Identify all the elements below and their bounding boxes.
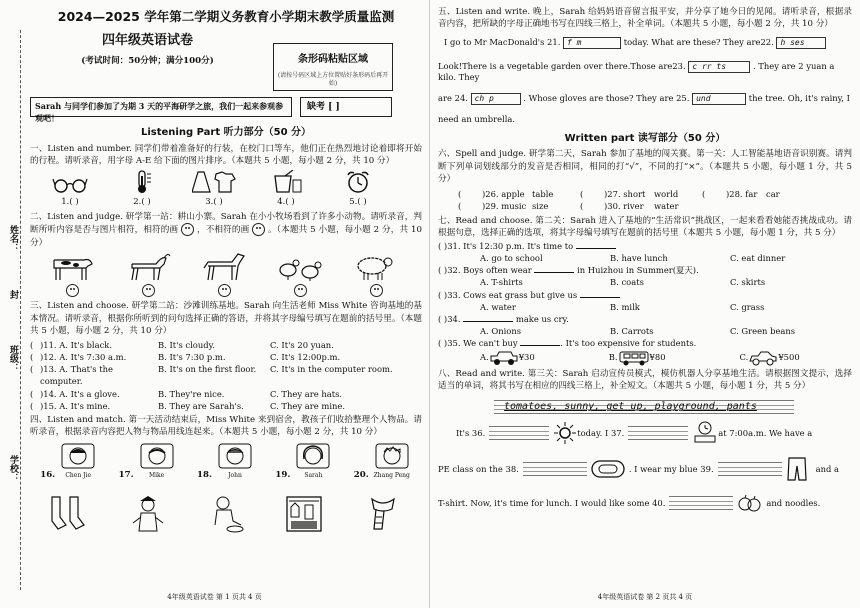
passage-text: the tree. Oh, it's rainy, I bbox=[748, 93, 850, 104]
passage-line-3 bbox=[438, 93, 852, 105]
bracket: ( bbox=[458, 188, 462, 199]
section-3-options bbox=[30, 339, 422, 412]
smile-face-icon bbox=[181, 223, 194, 236]
section-2-title-c: 。（本题共 5 小题，每小题 2 分，共 10 分） bbox=[30, 225, 422, 248]
section-4-title: 四、Listen and match. 第一天活动结束后，Miss White 来到宿舍，教孩子们收拾整理个人物品。请听录音，根据录音内容把人物与物品用线连起来。（本题共 5 小题，每小题 2 分，共 10 分） bbox=[30, 414, 422, 438]
options-35 bbox=[438, 350, 852, 366]
answer-25[interactable]: und bbox=[692, 93, 746, 105]
options-32 bbox=[438, 276, 852, 288]
binding-dashed-line bbox=[20, 30, 21, 590]
option-b: B. They are Sarah's. bbox=[158, 400, 244, 411]
spell-word[interactable]: )29. music bbox=[482, 200, 527, 211]
question-text: ( )34. bbox=[438, 313, 461, 324]
person-card bbox=[215, 443, 255, 481]
price-a: ¥30 bbox=[518, 352, 535, 363]
car-icon bbox=[748, 350, 778, 366]
section-2-pictures bbox=[34, 252, 422, 297]
question-row-15[interactable] bbox=[30, 400, 422, 412]
person-number: 16. bbox=[40, 469, 56, 480]
boy-face-icon bbox=[375, 443, 409, 469]
person-card bbox=[137, 443, 177, 481]
passage-text: . Whose gloves are those? They are 25. bbox=[523, 93, 690, 104]
bracket: ( bbox=[30, 351, 34, 362]
seal-label: 封 bbox=[8, 290, 19, 299]
person-card bbox=[293, 443, 333, 481]
answer-blank[interactable] bbox=[520, 345, 560, 346]
answer-22[interactable]: h ses bbox=[776, 37, 826, 49]
spell-word[interactable]: )30. river bbox=[604, 200, 644, 211]
passage-text: PE class on the 38. bbox=[438, 464, 519, 475]
option-a[interactable]: A. T-shirts bbox=[480, 277, 523, 288]
cow-icon bbox=[46, 252, 98, 282]
price-b: ¥80 bbox=[649, 352, 666, 363]
person-name: John bbox=[228, 472, 242, 480]
bracket: ( bbox=[458, 200, 462, 211]
animal-item-3 bbox=[186, 252, 262, 297]
person-card bbox=[372, 443, 412, 481]
option-a: )13. A. That's the computer. bbox=[40, 364, 113, 387]
blank-4[interactable]: 4.( ) bbox=[277, 197, 295, 208]
option-c: C. It's in the computer room. bbox=[270, 364, 393, 375]
binding-margin bbox=[0, 0, 26, 608]
person-name: Chen Jie bbox=[65, 472, 91, 480]
hens-icon bbox=[274, 252, 326, 282]
question-31[interactable] bbox=[438, 240, 852, 252]
option-c[interactable]: C. grass bbox=[730, 301, 765, 312]
blank-5[interactable]: 5.( ) bbox=[349, 197, 367, 208]
passage-text: at 7:00a.m. We have a bbox=[718, 428, 813, 439]
option-c: C. It's 12:00p.m. bbox=[270, 351, 341, 362]
section-2-title bbox=[30, 211, 422, 249]
boy-with-hat-icon[interactable] bbox=[127, 495, 169, 533]
girl-face-icon bbox=[296, 443, 330, 469]
page-footer-left: 4年级英语试卷 第 1 页共 4 页 bbox=[167, 592, 262, 601]
option-c[interactable]: C. eat dinner bbox=[730, 253, 786, 264]
boy-face-icon bbox=[61, 443, 95, 469]
exam-sub-title: 四年级英语试卷 bbox=[101, 33, 193, 49]
barcode-note: (请按号码区域上方位置贴好条形码后再开始) bbox=[277, 71, 389, 88]
tomatoes-noodles-icon bbox=[737, 492, 763, 514]
option-a: )14. A. It's a glove. bbox=[40, 388, 120, 399]
passage-text: . They are 2 yuan a kilo. They bbox=[438, 60, 835, 82]
bus-icon bbox=[618, 350, 650, 366]
passage-text: and noodles. bbox=[766, 498, 821, 509]
question-32[interactable] bbox=[438, 264, 852, 276]
option-a[interactable]: A. water bbox=[480, 301, 516, 312]
playground-track-icon bbox=[591, 460, 625, 478]
section-1-pictures bbox=[34, 170, 422, 208]
option-c: C. They are mine. bbox=[270, 400, 346, 411]
option-c[interactable]: C. bbox=[739, 352, 749, 363]
options-33 bbox=[438, 301, 852, 313]
section-1-title: 一、Listen and number. 同学们带着准备好的行装，在校门口等车，他们正在热烈地讨论着即将开始的行程。请听录音，用字母 A-E 给下面的图片排序。（本题共 5 小题，每小题 2 分，共 10 分） bbox=[30, 143, 422, 166]
animal-item-5 bbox=[338, 252, 414, 297]
bracket: ( bbox=[30, 388, 34, 399]
written-part-title: Written part 读写部分（50 分） bbox=[564, 132, 726, 144]
option-a: )12. A. It's 7:30 a.m. bbox=[40, 351, 127, 362]
option-a[interactable]: A. bbox=[480, 352, 489, 363]
option-b[interactable]: B. milk bbox=[610, 301, 640, 312]
person-number: 19. bbox=[275, 469, 291, 480]
listening-part-title: Listening Part 听力部分（50 分） bbox=[140, 127, 312, 138]
passage-text: and a bbox=[815, 464, 840, 475]
section-4-items bbox=[30, 495, 422, 533]
picture-item-3 bbox=[178, 170, 250, 208]
school-label: 学校： bbox=[8, 455, 19, 482]
spell-word: table bbox=[532, 188, 554, 199]
socks-icon[interactable] bbox=[48, 495, 90, 533]
question-row-13[interactable] bbox=[30, 363, 422, 387]
option-a[interactable]: A. Onions bbox=[480, 326, 522, 337]
question-34[interactable] bbox=[438, 313, 852, 325]
boy-with-shoes-icon[interactable] bbox=[205, 495, 247, 533]
spell-word: world bbox=[654, 188, 679, 199]
passage-line-2 bbox=[438, 61, 852, 81]
animal-item-1 bbox=[34, 252, 110, 297]
horse-icon bbox=[198, 252, 250, 282]
person-18[interactable] bbox=[197, 443, 255, 481]
picture-item-4 bbox=[250, 170, 322, 208]
option-c[interactable]: C. skirts bbox=[730, 277, 766, 288]
name-label: 姓名： bbox=[8, 225, 19, 252]
section-2-title-b: ，不相符的画 bbox=[196, 225, 250, 236]
absent-box[interactable]: 缺考 [ ] bbox=[300, 97, 392, 117]
answer-blank[interactable] bbox=[580, 297, 620, 298]
picture-item-5 bbox=[322, 170, 394, 208]
question-text: in Huizhou in Summer(夏天). bbox=[577, 265, 699, 276]
question-text: ( )33. Cows eat grass but give us bbox=[438, 289, 578, 300]
option-c: C. They are hats. bbox=[270, 388, 343, 399]
question-text: ( )31. It's 12:30 p.m. It's time to bbox=[438, 240, 574, 251]
animal-item-2 bbox=[110, 252, 186, 297]
animal-item-4 bbox=[262, 252, 338, 297]
spell-word: size bbox=[532, 200, 549, 211]
answer-face-27[interactable] bbox=[142, 284, 155, 297]
section-2-title-a: 二、Listen and judge. 研学第一站：耕山小寨。Sarah 在小小牧场看到了许多小动物。请听录音，判断所听内容是否与图片相符，相符的画 bbox=[30, 211, 422, 236]
answer-37[interactable] bbox=[628, 426, 688, 440]
bracket: ( bbox=[580, 200, 584, 211]
sunglasses-icon bbox=[52, 174, 88, 194]
section-5-passage bbox=[438, 37, 852, 124]
thermometer-icon bbox=[127, 170, 157, 194]
blank-1[interactable]: 1.( ) bbox=[61, 197, 79, 208]
question-row-11[interactable] bbox=[30, 339, 422, 351]
person-name: Mike bbox=[148, 472, 165, 480]
class-label: 班级： bbox=[8, 345, 19, 372]
spell-word[interactable]: )27. short bbox=[604, 188, 646, 199]
person-card bbox=[58, 443, 98, 481]
question-row-14[interactable] bbox=[30, 388, 422, 400]
option-a: )11. A. It's black. bbox=[40, 339, 113, 350]
exam-main-title: 2024—2025 学年第二学期义务教育小学期末教学质量监测 bbox=[57, 9, 395, 24]
answer-face-30[interactable] bbox=[370, 284, 383, 297]
word-bank bbox=[494, 400, 794, 414]
answer-blank[interactable] bbox=[463, 321, 513, 322]
word-bank-words: tomatoes, sunny, get up, playground, pants bbox=[504, 401, 757, 413]
person-number: 17. bbox=[118, 469, 134, 480]
spell-word[interactable]: )26. apple bbox=[482, 188, 525, 199]
bracket: ( bbox=[30, 339, 34, 350]
price-c: ¥500 bbox=[778, 352, 800, 363]
option-b[interactable]: B. bbox=[608, 352, 618, 363]
dress-shirt-icon bbox=[192, 170, 236, 194]
person-16[interactable] bbox=[40, 443, 98, 481]
writing-line-2 bbox=[438, 456, 852, 482]
question-row-12[interactable] bbox=[30, 351, 422, 363]
picture-item-1 bbox=[34, 174, 106, 208]
boy-face-icon bbox=[140, 443, 174, 469]
option-b: B. It's on the first floor. bbox=[158, 364, 257, 375]
spell-word: water bbox=[654, 200, 679, 211]
answer-blank[interactable] bbox=[576, 248, 616, 249]
page-right bbox=[430, 0, 860, 608]
section-8-passage bbox=[438, 420, 852, 514]
person-name: Zhang Peng bbox=[373, 472, 410, 480]
person-name: Sarah bbox=[304, 472, 323, 480]
options-31 bbox=[438, 252, 852, 264]
passage-text: T-shirt. Now, it's time for lunch. I would like some 40. bbox=[438, 498, 666, 509]
question-text: ( )35. We can't buy bbox=[438, 338, 518, 349]
passage-text: today. I 37. bbox=[577, 428, 625, 439]
option-b: B. It's 7:30 p.m. bbox=[158, 351, 226, 362]
answer-36[interactable] bbox=[489, 426, 549, 440]
question-text: . It's too expensive for students. bbox=[560, 338, 697, 349]
option-b[interactable]: B. have lunch bbox=[610, 253, 668, 264]
question-text: make us cry. bbox=[515, 313, 569, 324]
wardrobe-icon[interactable] bbox=[283, 495, 325, 533]
scarf-icon[interactable] bbox=[362, 495, 404, 533]
barcode-title: 条形码粘贴区域 bbox=[298, 54, 368, 65]
person-number: 20. bbox=[353, 469, 369, 480]
passage-text: are 24. bbox=[438, 93, 468, 104]
answer-face-26[interactable] bbox=[66, 284, 79, 297]
page-footer-right: 4年级英语试卷 第 2 页共 4 页 bbox=[597, 592, 693, 601]
spell-word: car bbox=[766, 188, 780, 199]
person-20[interactable] bbox=[354, 443, 412, 481]
picture-item-2 bbox=[106, 170, 178, 208]
writing-line-3 bbox=[438, 492, 852, 514]
intro-box: Sarah 与同学们参加了为期 3 天的平海研学之旅，我们一起来参观参观吧！ bbox=[30, 97, 292, 117]
blank-2[interactable]: 2.( ) bbox=[133, 197, 151, 208]
answer-23[interactable]: c rr ts bbox=[688, 61, 750, 73]
person-number: 18. bbox=[197, 469, 212, 480]
passage-text: today. What are these? They are22. bbox=[623, 36, 774, 47]
question-text: ( )32. Boys often wear bbox=[438, 265, 532, 276]
person-19[interactable] bbox=[275, 443, 333, 481]
boy-face-icon bbox=[218, 443, 252, 469]
question-35[interactable] bbox=[438, 337, 852, 349]
barcode-area bbox=[273, 43, 393, 91]
section-7-title: 七、Read and choose. 第二关：Sarah 进入了基地的“生活常识”挑战区，一起来看看她能否挑战成功。请根据句意，选择正确的选项，将其字母编号填写在题前的括号里（本题共 5 小题，每小题 1 分，共 5 分） bbox=[438, 215, 852, 239]
pants-icon bbox=[786, 456, 808, 482]
passage-text: I go to Mr MacDonald's 21. bbox=[444, 36, 561, 47]
jeep-icon bbox=[489, 350, 519, 366]
answer-24[interactable]: ch p bbox=[471, 93, 521, 105]
section-8-title: 八、Read and write. 第三关：Sarah 启动宣传员模式，模仿机器人分享基地生活。请根据图文提示，选择适当的单词，将其书写在相应的四线三格上，补全短文。（本题共 5 小题，每小题 1 分，共 5 分） bbox=[438, 368, 852, 391]
bracket: ( bbox=[30, 364, 34, 375]
section-5-title: 五、Listen and write. 晚上，Sarah 给妈妈语音留言报平安，并分享了她今日的见闻。请听录音，根据录音内容，把所缺的字母正确地书写在四线三格上，补全单词。（本题共 5 小题，每小题 2 分，共 10 分） bbox=[438, 7, 852, 30]
spell-word[interactable]: )28. far bbox=[726, 188, 758, 199]
section-6-title: 六、Spell and judge. 研学第二天，Sarah 参加了基地的闯关赛。第一关：人工智能基地语音识别赛。请判断下列单词划线部分的发音是否相同，相同的打“√”，不同的打“×”。（本题共 5 小题，每小题 1 分，共 5 分） bbox=[438, 149, 852, 185]
option-c: C. It's 20 yuan. bbox=[270, 339, 334, 350]
person-17[interactable] bbox=[119, 443, 177, 481]
blank-3[interactable]: 3.( ) bbox=[205, 197, 223, 208]
question-33[interactable] bbox=[438, 289, 852, 301]
option-a[interactable]: A. go to school bbox=[480, 253, 543, 264]
option-b[interactable]: B. Carrots bbox=[610, 326, 654, 337]
option-a: )15. A. It's mine. bbox=[40, 400, 111, 411]
answer-40[interactable] bbox=[669, 496, 733, 510]
answer-face-28[interactable] bbox=[218, 284, 231, 297]
answer-21[interactable]: f m bbox=[563, 37, 621, 49]
section-7-questions bbox=[438, 240, 852, 366]
option-b[interactable]: B. coats bbox=[610, 277, 644, 288]
passage-text: . I wear my blue 39. bbox=[628, 464, 714, 475]
bracket: ( bbox=[30, 400, 34, 411]
option-b: B. They're nice. bbox=[158, 388, 225, 399]
spell-row-1 bbox=[458, 188, 852, 200]
bracket: ( bbox=[702, 188, 706, 199]
bracket: ( bbox=[580, 188, 584, 199]
goat-icon bbox=[122, 252, 174, 282]
drink-icon bbox=[269, 170, 303, 194]
sad-face-icon bbox=[252, 223, 265, 236]
spell-row-2 bbox=[458, 200, 852, 212]
answer-face-29[interactable] bbox=[294, 284, 307, 297]
sun-icon bbox=[553, 421, 577, 445]
passage-text: It's 36. bbox=[456, 428, 486, 439]
alarm-clock-icon bbox=[343, 170, 373, 194]
sheep-icon bbox=[350, 252, 402, 282]
option-b: B. It's cloudy. bbox=[158, 339, 215, 350]
passage-line-4: need an umbrella. bbox=[438, 114, 516, 125]
section-4-people bbox=[30, 443, 422, 481]
writing-line-1 bbox=[438, 420, 852, 446]
section-3-title: 三、Listen and choose. 研学第二站：沙滩训练基地。Sarah 向生活老师 Miss White 咨询基地的基本情况。请听录音，根据你所听到的问句选择正确的答语，并将其字母编号填写在题前的括号里。（本题共 5 小题，每小题 2 分，共 10 分） bbox=[30, 301, 422, 337]
option-c[interactable]: C. Green beans bbox=[730, 326, 796, 337]
passage-text: Look!There is a vegetable garden over there.Those are23. bbox=[438, 60, 686, 71]
section-6-items bbox=[458, 188, 852, 212]
alarm-clock-bed-icon bbox=[692, 420, 718, 446]
options-34 bbox=[438, 325, 852, 337]
answer-38[interactable] bbox=[523, 462, 587, 476]
answer-blank[interactable] bbox=[534, 272, 574, 273]
exam-time-info: (考试时间：50分钟；满分100分) bbox=[81, 55, 214, 66]
passage-line-1 bbox=[444, 37, 852, 49]
answer-39[interactable] bbox=[718, 462, 782, 476]
